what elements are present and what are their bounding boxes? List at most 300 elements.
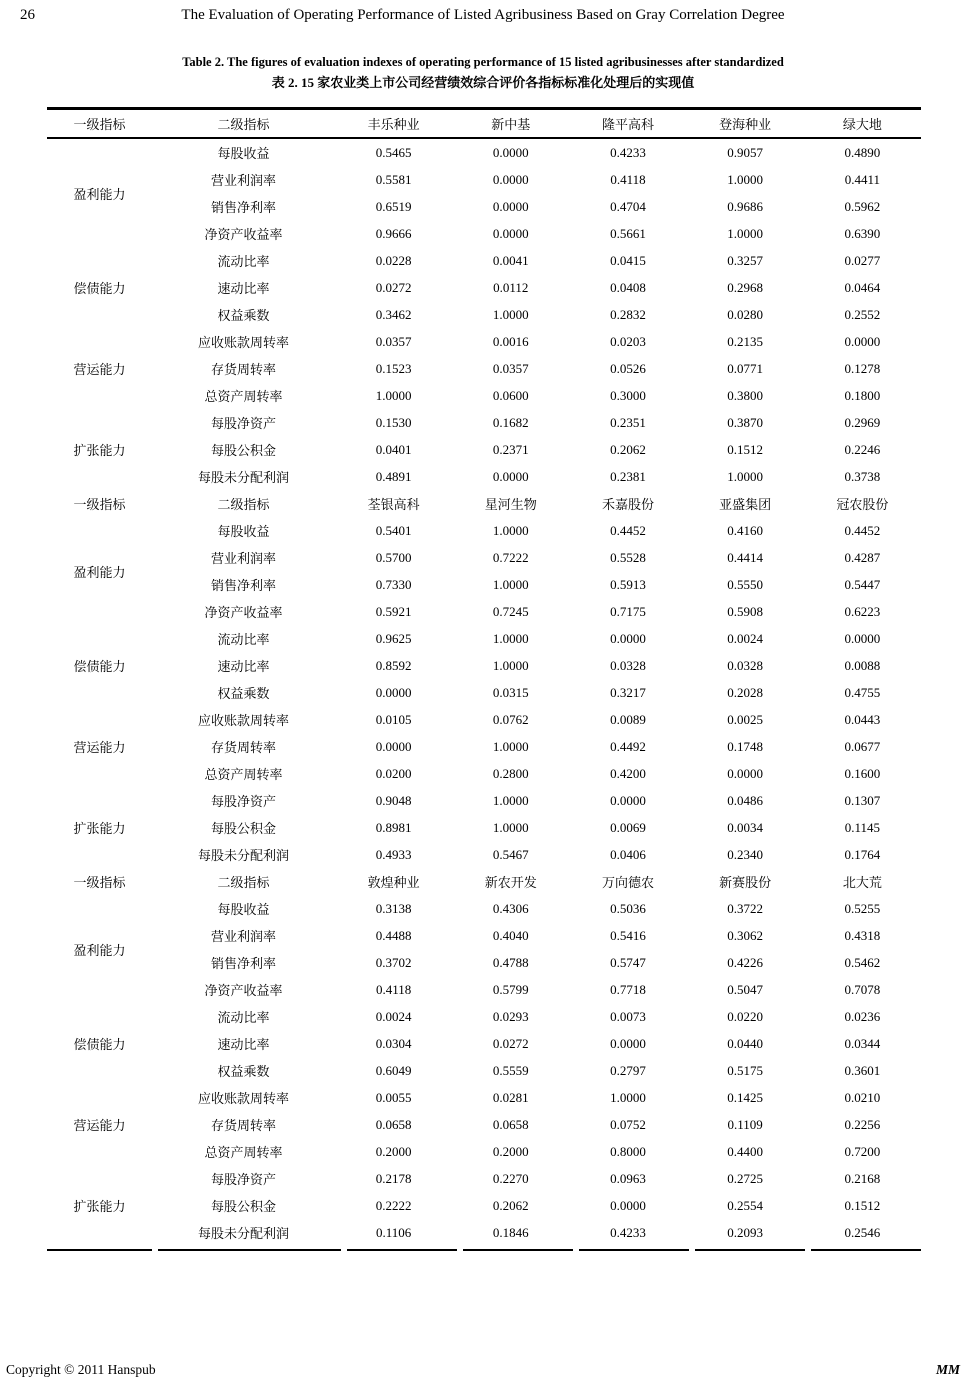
company-header: 丰乐种业 [335, 110, 452, 138]
value-cell: 0.2546 [844, 1224, 881, 1240]
value-cell: 0.2062 [492, 1197, 529, 1213]
value-cell: 0.0443 [844, 711, 881, 727]
table-caption-chinese: 表 2. 15 家农业类上市公司经营绩效综合评价各指标标准化处理后的实现值 [271, 75, 695, 90]
indicator-cell: 每股公积金 [210, 1199, 276, 1214]
category-cell: 扩张能力 [73, 443, 126, 458]
table-row [47, 571, 921, 598]
value-cell: 0.6519 [375, 198, 412, 214]
company-header: 荃银高科 [367, 497, 420, 512]
value-cell: 0.0658 [492, 1116, 529, 1132]
value-cell: 0.2246 [844, 441, 881, 457]
indicator-cell: 每股公积金 [210, 821, 276, 836]
table-row [47, 922, 921, 949]
company-header: 敦煌种业 [367, 875, 420, 890]
value-cell: 0.2554 [727, 1197, 764, 1213]
value-cell: 0.7330 [375, 576, 412, 592]
table-row [47, 1192, 921, 1219]
value-cell: 0.0272 [492, 1035, 529, 1051]
company-header: 北大荒 [842, 875, 882, 890]
indicator-cell: 每股收益 [217, 524, 270, 539]
value-cell: 0.7718 [610, 981, 646, 997]
value-cell: 0.1682 [492, 414, 529, 430]
table-row [47, 1219, 921, 1246]
value-cell: 0.0328 [727, 657, 764, 673]
table-row [47, 652, 921, 679]
indicator-cell: 营业利润率 [210, 929, 276, 944]
value-cell: 0.0073 [610, 1008, 646, 1024]
indicator-cell: 流动比率 [217, 632, 270, 647]
value-cell: 0.0963 [610, 1170, 646, 1186]
value-cell: 0.5661 [610, 225, 646, 241]
value-cell: 0.5962 [844, 198, 881, 214]
indicator-cell: 每股公积金 [210, 443, 276, 458]
value-cell: 0.0000 [492, 225, 529, 241]
value-cell: 0.8981 [375, 819, 412, 835]
value-cell: 0.0771 [727, 360, 764, 376]
table-row [47, 328, 921, 355]
value-cell: 0.3738 [844, 468, 881, 484]
table-row [47, 895, 921, 922]
value-cell: 0.0041 [492, 252, 529, 268]
value-cell: 0.5175 [727, 1062, 764, 1078]
level1-index-header: 一级指标 [73, 497, 126, 512]
table-section [47, 110, 921, 490]
value-cell: 0.0401 [375, 441, 412, 457]
category-cell: 偿债能力 [73, 659, 126, 674]
company-header: 隆平高科 [569, 110, 686, 138]
value-cell: 0.0089 [610, 711, 646, 727]
category-cell: 营运能力 [73, 1118, 126, 1133]
company-header: 星河生物 [484, 497, 537, 512]
value-cell: 0.1523 [375, 360, 412, 376]
value-cell: 0.2968 [727, 279, 764, 295]
value-cell: 1.0000 [492, 522, 529, 538]
value-cell: 0.0357 [492, 360, 529, 376]
value-cell: 0.1109 [727, 1116, 763, 1132]
value-cell: 0.2168 [844, 1170, 881, 1186]
value-cell: 1.0000 [727, 171, 764, 187]
value-cell: 0.5447 [844, 576, 881, 592]
value-cell: 0.2028 [727, 684, 764, 700]
value-cell: 0.3000 [610, 387, 646, 403]
value-cell: 0.0293 [492, 1008, 529, 1024]
value-cell: 0.3138 [375, 900, 412, 916]
value-cell: 0.2552 [844, 306, 881, 322]
value-cell: 0.5528 [610, 549, 646, 565]
value-cell: 0.0055 [375, 1089, 412, 1105]
value-cell: 0.9666 [375, 225, 412, 241]
value-cell: 0.0024 [375, 1008, 412, 1024]
value-cell: 0.2000 [492, 1143, 529, 1159]
value-cell: 0.0112 [493, 279, 529, 295]
category-cell: 扩张能力 [73, 821, 126, 836]
value-cell: 0.5467 [492, 846, 529, 862]
table-rule-segment [695, 1249, 805, 1251]
value-cell: 0.7200 [844, 1143, 881, 1159]
section-header-row [47, 110, 921, 138]
value-cell: 0.4200 [610, 765, 646, 781]
value-cell: 0.4492 [610, 738, 646, 754]
company-header: 禾嘉股份 [601, 497, 654, 512]
value-cell: 0.4226 [727, 954, 764, 970]
value-cell: 0.0464 [844, 279, 881, 295]
value-cell: 0.4040 [492, 927, 529, 943]
value-cell: 0.0025 [727, 711, 764, 727]
indicator-cell: 销售净利率 [210, 200, 276, 215]
company-header: 绿大地 [804, 110, 921, 138]
value-cell: 0.4411 [844, 171, 881, 187]
value-cell: 0.0000 [610, 792, 646, 808]
table-row [47, 679, 921, 706]
value-cell: 0.3462 [375, 306, 412, 322]
value-cell: 0.4755 [844, 684, 881, 700]
value-cell: 0.0658 [375, 1116, 412, 1132]
value-cell: 0.0203 [610, 333, 646, 349]
value-cell: 1.0000 [492, 657, 529, 673]
value-cell: 0.3800 [727, 387, 764, 403]
value-cell: 0.0281 [492, 1089, 529, 1105]
value-cell: 0.1530 [375, 414, 412, 430]
value-cell: 0.2351 [610, 414, 646, 430]
value-cell: 0.0272 [375, 279, 412, 295]
value-cell: 0.0344 [844, 1035, 881, 1051]
value-cell: 0.2797 [610, 1062, 646, 1078]
table-row [47, 517, 921, 544]
indicator-cell: 每股净资产 [210, 416, 276, 431]
table-row [47, 436, 921, 463]
value-cell: 0.0024 [727, 630, 764, 646]
indicator-cell: 存货周转率 [210, 1118, 276, 1133]
value-cell: 0.3870 [727, 414, 764, 430]
value-cell: 0.0210 [844, 1089, 881, 1105]
standardized-values-table [47, 107, 921, 1251]
value-cell: 0.0000 [375, 738, 412, 754]
value-cell: 0.0000 [610, 630, 646, 646]
table-row [47, 733, 921, 760]
value-cell: 0.0762 [492, 711, 529, 727]
value-cell: 0.5908 [727, 603, 764, 619]
table-row [47, 1111, 921, 1138]
value-cell: 0.0277 [844, 252, 881, 268]
indicator-cell: 速动比率 [217, 281, 270, 296]
value-cell: 0.3601 [844, 1062, 881, 1078]
value-cell: 0.0088 [844, 657, 881, 673]
table-row [47, 1057, 921, 1084]
indicator-cell: 每股收益 [217, 902, 270, 917]
value-cell: 0.4452 [610, 522, 646, 538]
indicator-cell: 总资产周转率 [204, 767, 283, 782]
value-cell: 0.8592 [375, 657, 412, 673]
value-cell: 0.0357 [375, 333, 412, 349]
value-cell: 0.0200 [375, 765, 412, 781]
value-cell: 0.0000 [375, 684, 412, 700]
value-cell: 0.2270 [492, 1170, 529, 1186]
indicator-cell: 净资产收益率 [204, 605, 283, 620]
value-cell: 0.5559 [492, 1062, 529, 1078]
value-cell: 0.0752 [610, 1116, 646, 1132]
value-cell: 0.0304 [375, 1035, 412, 1051]
value-cell: 0.0526 [610, 360, 646, 376]
value-cell: 0.2371 [492, 441, 529, 457]
indicator-cell: 销售净利率 [210, 578, 276, 593]
table-row [47, 1003, 921, 1030]
table-row [47, 814, 921, 841]
value-cell: 0.0220 [727, 1008, 764, 1024]
table-rule-segment [347, 1249, 457, 1251]
value-cell: 0.5913 [610, 576, 646, 592]
value-cell: 0.0000 [844, 333, 881, 349]
value-cell: 0.3062 [727, 927, 764, 943]
table-bottom-rule [47, 1249, 921, 1251]
value-cell: 0.1800 [844, 387, 881, 403]
indicator-cell: 每股净资产 [210, 1172, 276, 1187]
footer-copyright: Copyright © 2011 Hanspub [6, 1362, 156, 1377]
indicator-cell: 权益乘数 [217, 308, 270, 323]
category-cell: 盈利能力 [73, 942, 126, 958]
table-row [47, 760, 921, 787]
table-rule-segment [47, 1249, 152, 1251]
value-cell: 1.0000 [727, 225, 764, 241]
company-header: 新赛股份 [719, 875, 772, 890]
level1-index-header: 一级指标 [47, 110, 152, 138]
value-cell: 0.5581 [375, 171, 412, 187]
value-cell: 0.2969 [844, 414, 881, 430]
table-row [47, 463, 921, 490]
value-cell: 0.7175 [610, 603, 646, 619]
indicator-cell: 速动比率 [217, 1037, 270, 1052]
table-row [47, 355, 921, 382]
table-row [47, 247, 921, 274]
value-cell: 0.1106 [375, 1224, 412, 1240]
value-cell: 0.4160 [727, 522, 764, 538]
table-row [47, 220, 921, 247]
value-cell: 0.2800 [492, 765, 529, 781]
value-cell: 0.1145 [844, 819, 881, 835]
table-row [47, 544, 921, 571]
value-cell: 0.2000 [375, 1143, 412, 1159]
value-cell: 0.5401 [375, 522, 412, 538]
value-cell: 0.8000 [610, 1143, 646, 1159]
table-row [47, 1084, 921, 1111]
data-table [47, 110, 921, 1246]
value-cell: 0.7222 [492, 549, 529, 565]
value-cell: 1.0000 [492, 819, 529, 835]
value-cell: 0.1846 [492, 1224, 529, 1240]
indicator-cell: 营业利润率 [210, 173, 276, 188]
value-cell: 0.9057 [727, 144, 764, 160]
indicator-cell: 每股未分配利润 [197, 1226, 289, 1241]
value-cell: 0.2222 [375, 1197, 412, 1213]
value-cell: 0.7245 [492, 603, 529, 619]
value-cell: 0.5550 [727, 576, 764, 592]
value-cell: 0.1307 [844, 792, 881, 808]
value-cell: 0.2832 [610, 306, 646, 322]
indicator-cell: 每股未分配利润 [197, 848, 289, 863]
value-cell: 0.5799 [492, 981, 529, 997]
value-cell: 0.1764 [844, 846, 881, 862]
value-cell: 0.0000 [610, 1197, 646, 1213]
value-cell: 0.2062 [610, 441, 646, 457]
value-cell: 0.4933 [375, 846, 412, 862]
value-cell: 0.0069 [610, 819, 646, 835]
indicator-cell: 每股未分配利润 [197, 470, 289, 485]
company-header: 万向德农 [601, 875, 654, 890]
value-cell: 0.0408 [610, 279, 646, 295]
value-cell: 0.0486 [727, 792, 764, 808]
value-cell: 0.5747 [610, 954, 646, 970]
value-cell: 0.4400 [727, 1143, 764, 1159]
value-cell: 0.2135 [727, 333, 764, 349]
indicator-cell: 权益乘数 [217, 686, 270, 701]
value-cell: 0.0000 [492, 198, 529, 214]
value-cell: 0.0315 [492, 684, 529, 700]
table-row [47, 1030, 921, 1057]
table-row [47, 706, 921, 733]
indicator-cell: 净资产收益率 [204, 983, 283, 998]
indicator-cell: 总资产周转率 [204, 389, 283, 404]
value-cell: 1.0000 [492, 738, 529, 754]
table-row [47, 382, 921, 409]
value-cell: 0.1600 [844, 765, 881, 781]
category-cell: 偿债能力 [73, 281, 126, 296]
value-cell: 0.4414 [727, 549, 764, 565]
indicator-cell: 应收账款周转率 [197, 713, 289, 728]
table-row [47, 193, 921, 220]
value-cell: 0.0000 [727, 765, 764, 781]
table-section [47, 868, 921, 1246]
value-cell: 0.3702 [375, 954, 412, 970]
indicator-cell: 每股收益 [217, 146, 270, 161]
value-cell: 0.5416 [610, 927, 646, 943]
value-cell: 0.4318 [844, 927, 881, 943]
indicator-cell: 总资产周转率 [204, 1145, 283, 1160]
value-cell: 1.0000 [610, 1089, 646, 1105]
value-cell: 0.0677 [844, 738, 881, 754]
table-row [47, 1165, 921, 1192]
value-cell: 0.4306 [492, 900, 529, 916]
page-number: 26 [20, 7, 35, 23]
category-cell: 营运能力 [73, 362, 126, 377]
table-row [47, 949, 921, 976]
table-row [47, 841, 921, 868]
value-cell: 0.1512 [844, 1197, 881, 1213]
indicator-cell: 权益乘数 [217, 1064, 270, 1079]
value-cell: 1.0000 [492, 576, 529, 592]
company-header: 新农开发 [484, 875, 537, 890]
indicator-cell: 流动比率 [217, 1010, 270, 1025]
indicator-cell: 每股净资产 [210, 794, 276, 809]
table-captions [0, 52, 966, 94]
value-cell: 0.0000 [844, 630, 881, 646]
indicator-cell: 净资产收益率 [204, 227, 283, 242]
value-cell: 0.2093 [727, 1224, 764, 1240]
table-row [47, 625, 921, 652]
value-cell: 0.5921 [375, 603, 412, 619]
indicator-cell: 存货周转率 [210, 740, 276, 755]
section-header-row [47, 868, 921, 895]
value-cell: 0.9048 [375, 792, 412, 808]
value-cell: 0.6049 [375, 1062, 412, 1078]
category-cell: 偿债能力 [73, 1037, 126, 1052]
value-cell: 0.0105 [375, 711, 412, 727]
value-cell: 0.6223 [844, 603, 881, 619]
value-cell: 0.0600 [492, 387, 529, 403]
value-cell: 0.4452 [844, 522, 881, 538]
company-header: 亚盛集团 [719, 497, 772, 512]
table-row [47, 598, 921, 625]
value-cell: 0.7078 [844, 981, 881, 997]
value-cell: 0.3257 [727, 252, 764, 268]
value-cell: 0.0000 [610, 1035, 646, 1051]
table-row [47, 166, 921, 193]
value-cell: 1.0000 [375, 387, 412, 403]
value-cell: 0.0000 [492, 144, 529, 160]
table-rule-segment [158, 1249, 341, 1251]
value-cell: 0.5047 [727, 981, 764, 997]
value-cell: 0.2340 [727, 846, 764, 862]
value-cell: 0.4118 [610, 171, 646, 187]
page-footer [6, 1362, 960, 1378]
value-cell: 0.4890 [844, 144, 881, 160]
level1-index-header: 一级指标 [73, 875, 126, 890]
value-cell: 0.4788 [492, 954, 529, 970]
category-cell: 营运能力 [73, 740, 126, 755]
table-rule-segment [463, 1249, 573, 1251]
footer-journal-mark: MM [935, 1362, 960, 1377]
company-header: 登海种业 [687, 110, 804, 138]
value-cell: 0.3217 [610, 684, 646, 700]
company-header: 新中基 [452, 110, 569, 138]
indicator-cell: 应收账款周转率 [197, 1091, 289, 1106]
value-cell: 0.2178 [375, 1170, 412, 1186]
table-row [47, 976, 921, 1003]
value-cell: 0.2381 [610, 468, 646, 484]
value-cell: 0.0440 [727, 1035, 764, 1051]
table-rule-segment [579, 1249, 689, 1251]
value-cell: 1.0000 [492, 306, 529, 322]
value-cell: 0.4233 [610, 144, 646, 160]
value-cell: 0.2256 [844, 1116, 881, 1132]
value-cell: 0.1425 [727, 1089, 764, 1105]
value-cell: 0.0016 [492, 333, 529, 349]
value-cell: 0.0236 [844, 1008, 881, 1024]
value-cell: 0.1512 [727, 441, 764, 457]
company-header: 冠农股份 [836, 497, 889, 512]
value-cell: 1.0000 [492, 630, 529, 646]
value-cell: 0.6390 [844, 225, 881, 241]
table-caption-english: Table 2. The figures of evaluation indexes of operating performance of 15 listed agribusinesses after standardized [182, 55, 784, 69]
running-title: The Evaluation of Operating Performance of Listed Agribusiness Based on Gray Correlation Degree [181, 7, 785, 23]
value-cell: 0.1278 [844, 360, 881, 376]
table-section [47, 490, 921, 868]
value-cell: 0.5462 [844, 954, 881, 970]
level2-index-header: 二级指标 [217, 875, 270, 890]
value-cell: 0.4118 [375, 981, 412, 997]
value-cell: 0.4233 [610, 1224, 646, 1240]
category-cell: 盈利能力 [73, 186, 126, 202]
value-cell: 0.0280 [727, 306, 764, 322]
value-cell: 0.5255 [844, 900, 881, 916]
value-cell: 0.9625 [375, 630, 412, 646]
table-row [47, 409, 921, 436]
table-row [47, 274, 921, 301]
indicator-cell: 存货周转率 [210, 362, 276, 377]
value-cell: 0.5465 [375, 144, 412, 160]
value-cell: 0.0000 [492, 171, 529, 187]
indicator-cell: 销售净利率 [210, 956, 276, 971]
table-rule-segment [811, 1249, 921, 1251]
category-cell: 盈利能力 [73, 564, 126, 580]
